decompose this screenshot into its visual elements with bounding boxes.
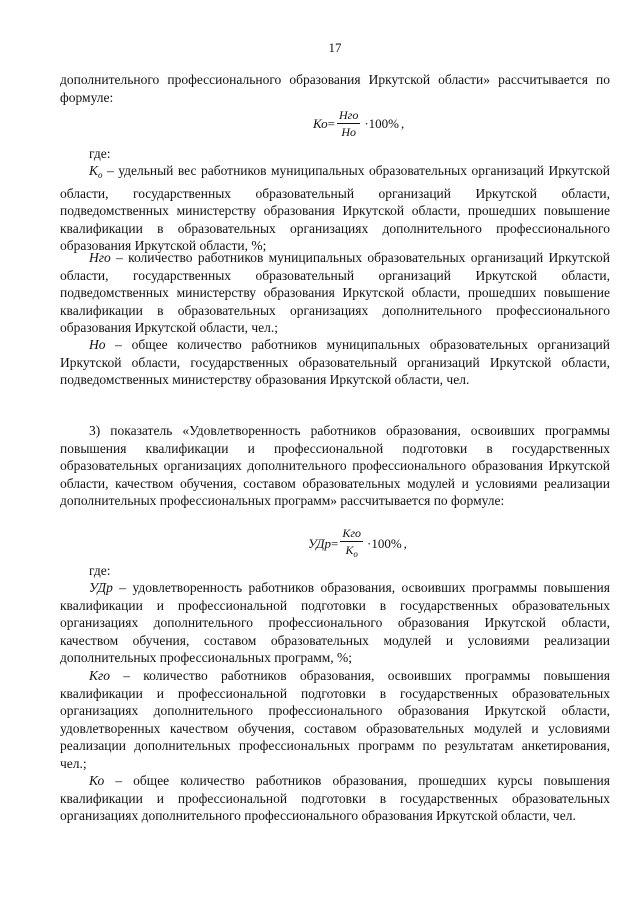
definition-no-var: Но [89,337,106,352]
formula-udr-lhs: УДр [308,535,331,551]
definition-kgo-var: Кго [89,668,110,683]
formula-ko-equals: = [327,115,335,131]
intro-paragraph: дополнительного профессионального образования Иркутской области» рассчитывается по формуле: [60,72,610,105]
page-number: 17 [328,40,342,55]
where-label-1: где: [89,146,111,161]
definition-ngo [60,249,610,337]
formula-udr-equals: = [331,535,339,551]
definition-ngo-var: Нго [89,250,111,265]
formula-udr-denominator [343,542,359,561]
definition-ko-text: – удельный вес работников муниципальных образовательных организаций Иркутской области, государственных образовательный организаций Иркутской области, подведомственных министерству образования Иркутской области, прошедших повышение квалификации в образовательных организациях дополнительного профессионального образования Иркутской области, %; [60,163,610,253]
definition-kgo [60,667,610,772]
definition-udr-text: – удовлетворенность работников образования, освоивших программы повышения квалификации и профессиональной подготовки в государственных образовательных организациях дополнительного профессионального образования Иркутской области, качеством обучения, составом образовательных модулей и условиями реализации дополнительных профессиональных программ, %; [60,580,610,665]
formula-ko [60,108,610,138]
definition-ko-total-text: – общее количество работников образования, прошедших курсы повышения квалификации и профессиональной подготовки в государственных образовательных организациях дополнительного профессионального образования Иркутской области, чел. [60,773,610,823]
definition-ko-total-var: Ко [89,773,105,788]
formula-ko-fraction [337,108,360,139]
definition-ko [60,162,610,255]
formula-udr-numerator: Кго [342,526,361,540]
definition-ko-total [60,772,610,825]
definition-ko-sub: о [97,170,103,180]
definition-udr-var: УДр [89,580,113,595]
definition-ko-var: К [89,163,98,178]
definition-udr [60,579,610,667]
formula-udr-tail: , [403,535,407,551]
formula-ko-tail: , [401,115,405,131]
document-page [60,0,610,905]
definition-ngo-text: – количество работников муниципальных образовательных организаций Иркутской области, государственных образовательный организаций Иркутской области, подведомственных министерству образования Иркутской области, прошедших повышение квалификации в образовательных организациях дополнительного профессионального образования Иркутской области, чел.; [60,250,610,335]
formula-udr-den-sub: о [353,549,358,559]
formula-udr-multiplier: ·100% [367,535,402,551]
definition-kgo-text: – количество работников образования, освоивших программы повышения квалификации и профессиональной подготовки в государственных образовательных организациях дополнительного профессионального образования Иркутской области, удовлетворенных качеством обучения, составом образовательных модулей и условиями реализации дополнительных профессиональных программ по результатам анкетирования, чел.; [60,668,610,771]
formula-ko-multiplier: ·100% [364,115,400,131]
formula-udr-den-main: К [345,543,354,557]
formula-ko-numerator: Нго [338,108,359,122]
formula-ko-denominator: Но [341,125,356,139]
definition-no-text: – общее количество работников муниципальных образовательных организаций Иркутской области, государственных образовательный организаций Иркутской области, подведомственных министерству образования Иркутской области, чел. [60,337,610,387]
formula-udr-fraction [340,526,363,561]
formula-ko-lhs: Ко [313,115,328,131]
definition-no [60,336,610,389]
item-3-paragraph: 3) показатель «Удовлетворенность работников образования, освоивших программы повышения квалификации и профессиональной подготовки в государственных образовательных организациях дополнительного профессионального образования Иркутской области, качеством обучения, составом образовательных модулей и условиями реализации дополнительных профессиональных программ» рассчитывается по формуле: [60,423,610,508]
formula-udr [60,526,610,558]
where-label-2: где: [89,563,111,578]
